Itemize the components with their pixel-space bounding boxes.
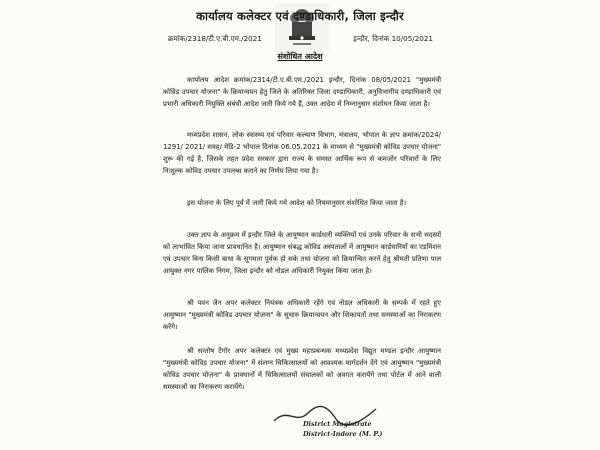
order-body (163, 297, 441, 333)
order-body (163, 197, 441, 209)
reference-number: क्रमांक/2318/टी.ए.बी.एम./2021 (168, 34, 262, 43)
paragraph-6: श्री सन्तोष टैगोर अपर कलेक्टर एवं मुख्य महाप्रबन्धक मध्यप्रदेश विद्युत मण्डल इन्दौर आयुष्मान "मुख्यमंत्री कोविड उपचार योजना" में संलग्न चिकित्सालयों को आवश्यक मार्गदर्शन देंगे एवं आयुष्मान "मुख्यमंत्री कोविड उपचार योजना" के प्रावधानों में चिकित्सालयों संचालकों को अवगत करायेंगे तथा पोर्टल में आने वाली समस्याओं का निराकरण करायेंगे। (163, 347, 441, 391)
signature-title: District Magistrate (303, 420, 372, 428)
reference-row (168, 34, 433, 44)
paragraph-4: उक्त ज्ञाप के अनुक्रम में इन्दौर जिले के आयुष्मान कार्डधारी व्यक्तियों एवं उनके परिवार के सभी सदस्यों को लाभांवित किया जाना प्रावधानित है। आयुष्मान संबद्ध कोविड अस्पतालों में आयुष्मान कार्डधारियों का एडमिशन एवं उपचार बिना किसी बाधा के सुगमता पूर्वक हो सके तथा योजना को क्रियान्वित करने हेतु श्रीमती प्रतिभा पाल आयुक्त नगर पालिक निगम, जिला इन्दौर को नोडल अधिकारी नियुक्त किया जाता है। (163, 231, 441, 275)
order-title: संशोधित आदेश (277, 52, 323, 61)
order-body (163, 345, 441, 393)
paragraph-3: इस योजना के लिए पूर्व में जारी किये गये आदेश को नियमानुसार संशोधित किया जाता है। (187, 199, 407, 207)
order-body (163, 129, 441, 177)
place-date: इन्दौर, दिनांक 10/05/2021 (353, 34, 433, 43)
order-body (163, 74, 441, 110)
paragraph-5: श्री पवन जैन अपर कलेक्टर नियंत्रक अधिकारी रहेंगे एवं नोडल अधिकारी के सम्पर्क में रहते हुए आयुष्मान "मुख्यमंत्री कोविड उपचार योजना" के सुचारु क्रियान्वयन और शिकायतों तथा समस्याओं का निराकरण करेंगे। (163, 299, 441, 331)
paragraph-2: मध्यप्रदेश शासन, लोक स्वास्थ्य एवं परिवार कल्याण विभाग, मंत्रालय, भोपाल के ज्ञाप क्रमांक/2024/ 1291/ 2021/ सत्रह/ मेडि-2 भोपाल दिनांक 06.05.2021 के माध्यम से "मुख्यमंत्री कोविड उपचार योजना" शुरू की गई है, जिसके तहत प्रदेश सरकार द्वारा राज्य के समस्त आर्थिक रूप से कमजोर परिवारों के लिए निःशुल्क कोविड उपचार उपलब्ध कराने का निर्णय लिया गया है। (163, 131, 441, 175)
paragraph-1: कार्यालय आदेश क्रमांक/2314/टी.ए.बी.एम./2021 इन्दौर, दिनांक 08/05/2021 "मुख्यमंत्री कोविड उपचार योजना" के क्रियान्वयन हेतु जिले के अतिरिक्त जिला दण्डाधिकारी, अनुविभागीय दण्डाधिकारी एवं प्रभारी अधिकारी नियुक्ति संबंधी आदेश जारी किये गये हैं, उक्त आदेश में निम्नानुसार संशोधन किया जाता है। (163, 76, 441, 108)
signature-district: District-Indore (M. P.) (303, 430, 383, 438)
order-body (163, 229, 441, 277)
office-title: कार्यालय कलेक्टर एवं दण्डाधिकारी, जिला इन्दौर (196, 9, 404, 23)
